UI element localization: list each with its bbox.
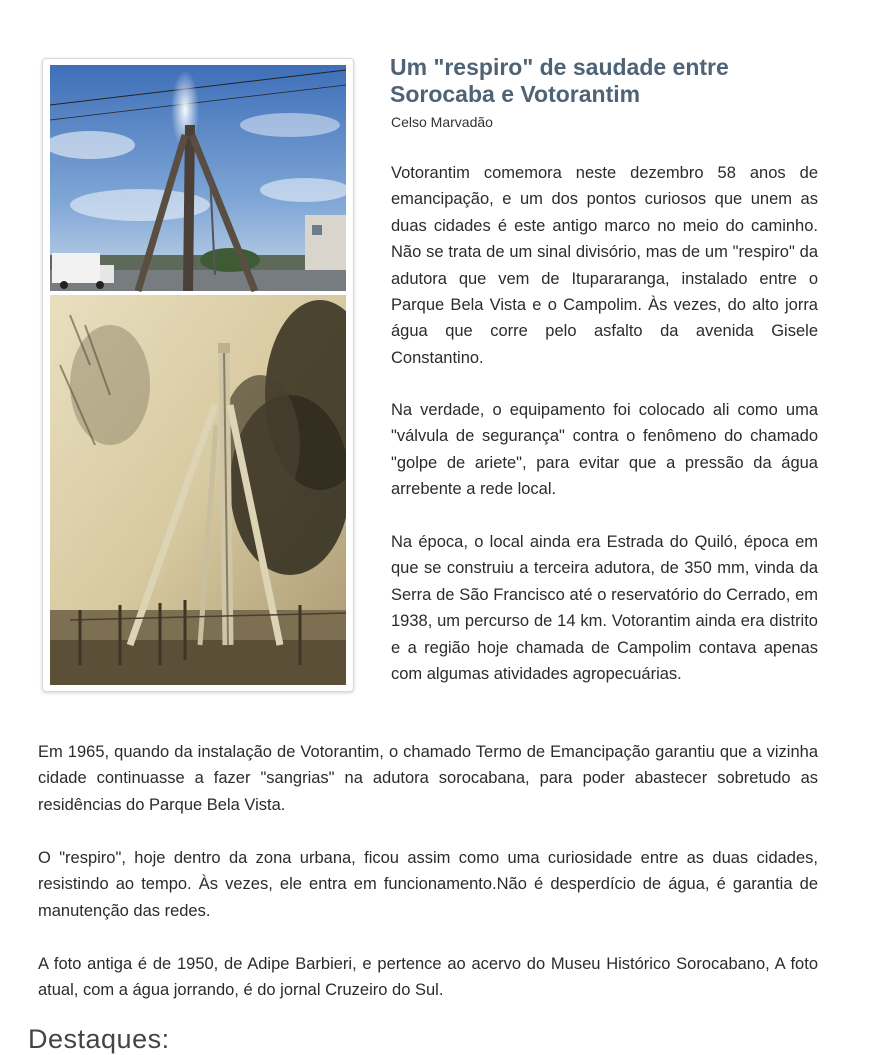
article-paragraph: Votorantim comemora neste dezembro 58 anos de emancipação, e um dos pontos curiosos que unem as duas cidades é este antigo marco no meio do caminho. Não se trata de um sinal divisório, mas de um "respiro" da adutora que vem de Itupararanga, instalado entre o Parque Bela Vista e o Campolim. Às vezes, do alto jorra água que corre pelo asfalto da avenida Gisele Constantino. xyxy=(391,164,818,367)
old-photo xyxy=(50,295,346,685)
article-title: Um "respiro" de saudade entre Sorocaba e Votorantim xyxy=(390,54,729,107)
photo-collage xyxy=(42,58,354,692)
article-paragraph: Na verdade, o equipamento foi colocado ali como uma "válvula de segurança" contra o fenômeno do chamado "golpe de ariete", para evitar que a pressão da água arrebente a rede local. xyxy=(391,401,818,499)
article-paragraph: A foto antiga é de 1950, de Adipe Barbieri, e pertence ao acervo do Museu Histórico Sorocabano, A foto atual, com a água jorrando, é do jornal Cruzeiro do Sul. xyxy=(38,955,818,1000)
modern-photo xyxy=(50,65,346,291)
article-paragraph: O "respiro", hoje dentro da zona urbana, ficou assim como uma curiosidade entre as duas cidades, resistindo ao tempo. Às vezes, ele entra em funcionamento.Não é desperdício de água, é garantia de manutenção das redes. xyxy=(38,849,818,920)
article-paragraph: Na época, o local ainda era Estrada do Quiló, época em que se construiu a terceira adutora, de 350 mm, vinda da Serra de São Francisco até o reservatório do Cerrado, em 1938, um percurso de 14 km. Votorantim ainda era distrito e a região hoje chamada de Campolim contava apenas com algumas atividades agropecuárias. xyxy=(391,533,818,684)
article-author: Celso Marvadão xyxy=(391,114,493,130)
photo-collage-image xyxy=(50,65,346,685)
article-paragraph: Em 1965, quando da instalação de Votorantim, o chamado Termo de Emancipação garantiu que a vizinha cidade continuasse a fazer "sangrias" na adutora sorocabana, para poder abastecer sobretudo as residências do Parque Bela Vista. xyxy=(38,743,818,814)
section-heading-destaques: Destaques: xyxy=(28,1024,170,1054)
